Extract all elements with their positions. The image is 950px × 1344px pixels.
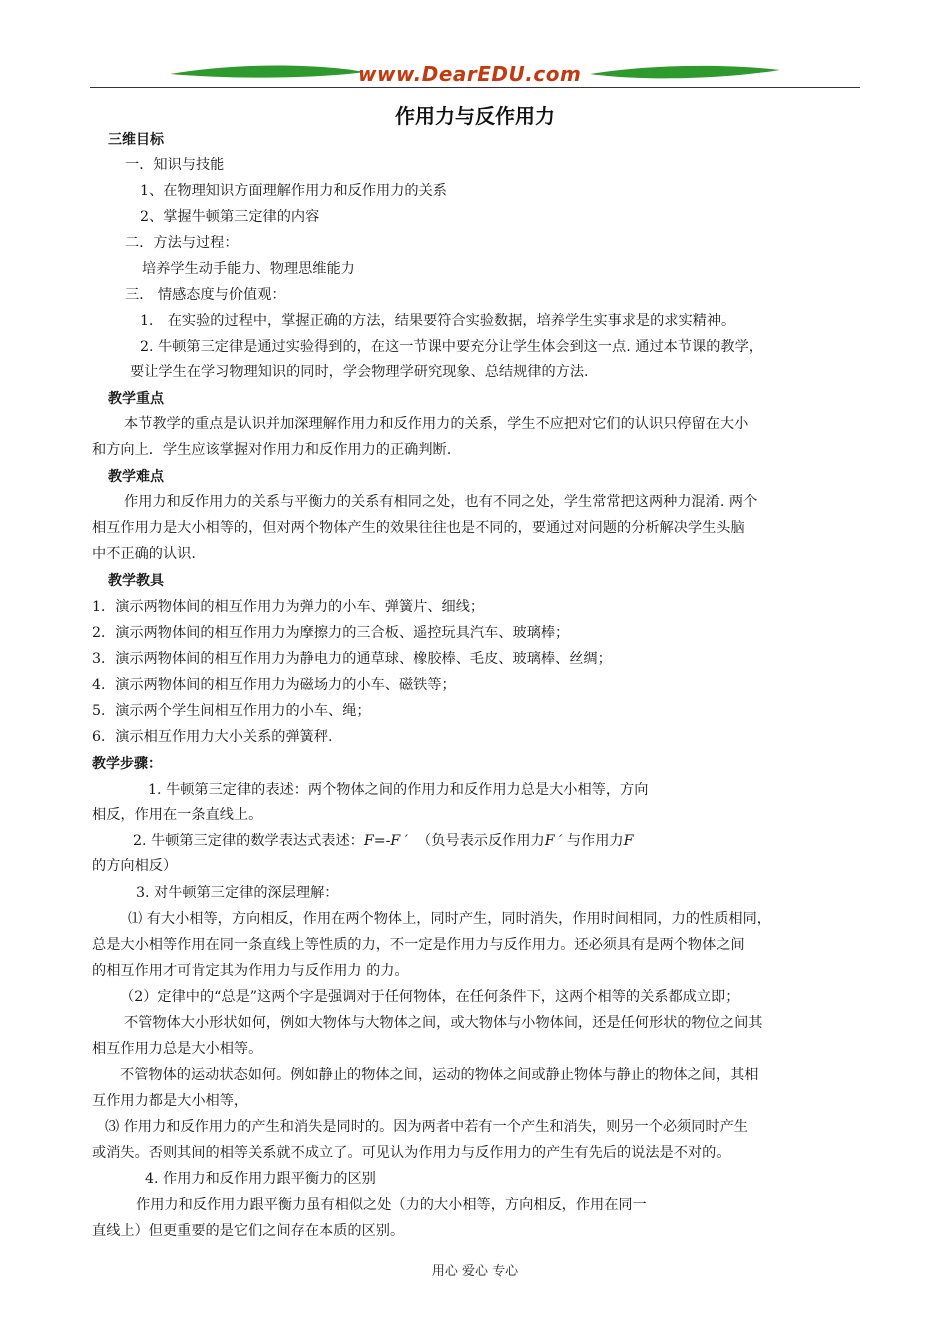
knowledge-item-2: 2、掌握牛顿第三定律的内容 (140, 209, 320, 225)
tool-item-5: 5．演示两个学生间相互作用力的小车、绳； (92, 703, 371, 719)
knowledge-item-1: 1、在物理知识方面理解作用力和反作用力的关系 (140, 183, 447, 199)
method-item-1: 培养学生动手能力、物理思维能力 (142, 261, 355, 277)
tool-item-6: 6．演示相互作用力大小关系的弹簧秤. (92, 729, 333, 745)
header-rule (90, 87, 860, 88)
step-2-line-b: 的方向相反） (92, 858, 178, 874)
emotion-item-2b: 要让学生在学习物理知识的同时，学会物理学研究现象、总结规律的方法. (130, 364, 589, 380)
steps-heading: 教学步骤： (92, 756, 162, 772)
tools-heading: 教学教具 (108, 573, 164, 589)
point-4-line-b: 互作用力都是大小相等， (92, 1093, 249, 1109)
emotion-title: 三． 情感态度与价值观： (125, 287, 286, 303)
point-1-line-b: 总是大小相等作用在同一条直线上等性质的力，不一定是作用力与反作用力。还必须具有是两个物体之间 (92, 937, 745, 953)
left-leaf-icon (170, 66, 365, 78)
step-4-title: 4. 作用力和反作用力跟平衡力的区别 (145, 1171, 376, 1187)
step-4-line-b: 直线上）但更重要的是它们之间存在本质的区别。 (92, 1223, 405, 1239)
difficulty-heading: 教学难点 (108, 469, 164, 485)
difficulty-line-3: 中不正确的认识. (92, 546, 196, 562)
step-1-line-a: 1. 牛顿第三定律的表述：两个物体之间的作用力和反作用力总是大小相等，方向 (148, 782, 649, 798)
difficulty-line-2: 相互作用力是大小相等的，但对两个物体产生的效果往往也是不同的，要通过对问题的分析解决学生头脑 (92, 520, 745, 536)
formula: F=-F ′ (363, 833, 408, 849)
formula-reaction: F ′ (544, 833, 563, 849)
tool-item-4: 4．演示两物体间的相互作用力为磁场力的小车、磁铁等； (92, 677, 456, 693)
step-2-line-a (133, 831, 633, 851)
focus-line-1: 本节教学的重点是认识并加深理解作用力和反作用力的关系，学生不应把对它们的认识只停留在大小 (124, 416, 749, 432)
tool-item-3: 3．演示两物体间的相互作用力为静电力的通草球、橡胶棒、毛皮、玻璃棒、丝绸； (92, 651, 612, 667)
focus-line-2: 和方向上．学生应该掌握对作用力和反作用力的正确判断. (92, 442, 452, 458)
site-brand[interactable]: www.DearEDU.com (358, 62, 582, 86)
formula-action: F (623, 833, 634, 849)
step-4-line-a: 作用力和反作用力跟平衡力虽有相似之处（力的大小相等，方向相反，作用在同一 (136, 1197, 647, 1213)
point-3-line-b: 相互作用力总是大小相等。 (92, 1041, 263, 1057)
goals-heading: 三维目标 (108, 132, 164, 148)
tool-item-1: 1．演示两物体间的相互作用力为弹力的小车、弹簧片、细线； (92, 599, 485, 615)
page-footer: 用心 爱心 专心 (431, 1264, 519, 1279)
step-3-title: 3. 对牛顿第三定律的深层理解： (136, 885, 339, 901)
point-5-line-a: ⑶ 作用力和反作用力的产生和消失是同时的。因为两者中若有一个产生和消失，则另一个必须同时产生 (105, 1119, 748, 1135)
point-4-line-a: 不管物体的运动状态如何。例如静止的物体之间，运动的物体之间或静止物体与静止的物体之间，其相 (120, 1067, 759, 1083)
step-2-note: （负号表示反作用力 (417, 833, 545, 849)
point-2: （2）定律中的“总是”这两个字是强调对于任何物体，在任何条件下，这两个相等的关系都成立即； (120, 989, 740, 1005)
tool-item-2: 2．演示两物体间的相互作用力为摩擦力的三合板、遥控玩具汽车、玻璃棒； (92, 625, 570, 641)
right-leaf-icon (590, 66, 780, 78)
step-2-note-2: 与作用力 (566, 833, 624, 849)
method-title: 二．方法与过程： (125, 235, 239, 251)
step-1-line-b: 相反，作用在一条直线上。 (92, 807, 263, 823)
emotion-item-1: 1． 在实验的过程中，掌握正确的方法，结果要符合实验数据，培养学生实事求是的求实精神。 (140, 313, 736, 329)
point-5-line-b: 或消失。否则其间的相等关系就不成立了。可见认为作用力与反作用力的产生有先后的说法是不对的。 (92, 1145, 731, 1161)
emotion-item-2a: 2. 牛顿第三定律是通过实验得到的，在这一节课中要充分让学生体会到这一点. 通过本节课的教学， (140, 339, 763, 355)
knowledge-title: 一．知识与技能 (125, 157, 225, 173)
page-title: 作用力与反作用力 (395, 104, 555, 128)
focus-heading: 教学重点 (108, 391, 164, 407)
point-3-line-a: 不管物体大小形状如何，例如大物体与大物体之间，或大物体与小物体间，还是任何形状的物位之间其 (124, 1015, 763, 1031)
point-1-line-a: ⑴ 有大小相等，方向相反，作用在两个物体上，同时产生，同时消失，作用时间相同，力的性质相同， (128, 911, 771, 927)
point-1-line-c: 的相互作用才可肯定其为作用力与反作用力 的力。 (92, 963, 409, 979)
difficulty-line-1: 作用力和反作用力的关系与平衡力的关系有相同之处，也有不同之处，学生常常把这两种力混淆. 两个 (124, 494, 758, 510)
step-2-text: 2. 牛顿第三定律的数学表达式表述： (133, 833, 364, 849)
